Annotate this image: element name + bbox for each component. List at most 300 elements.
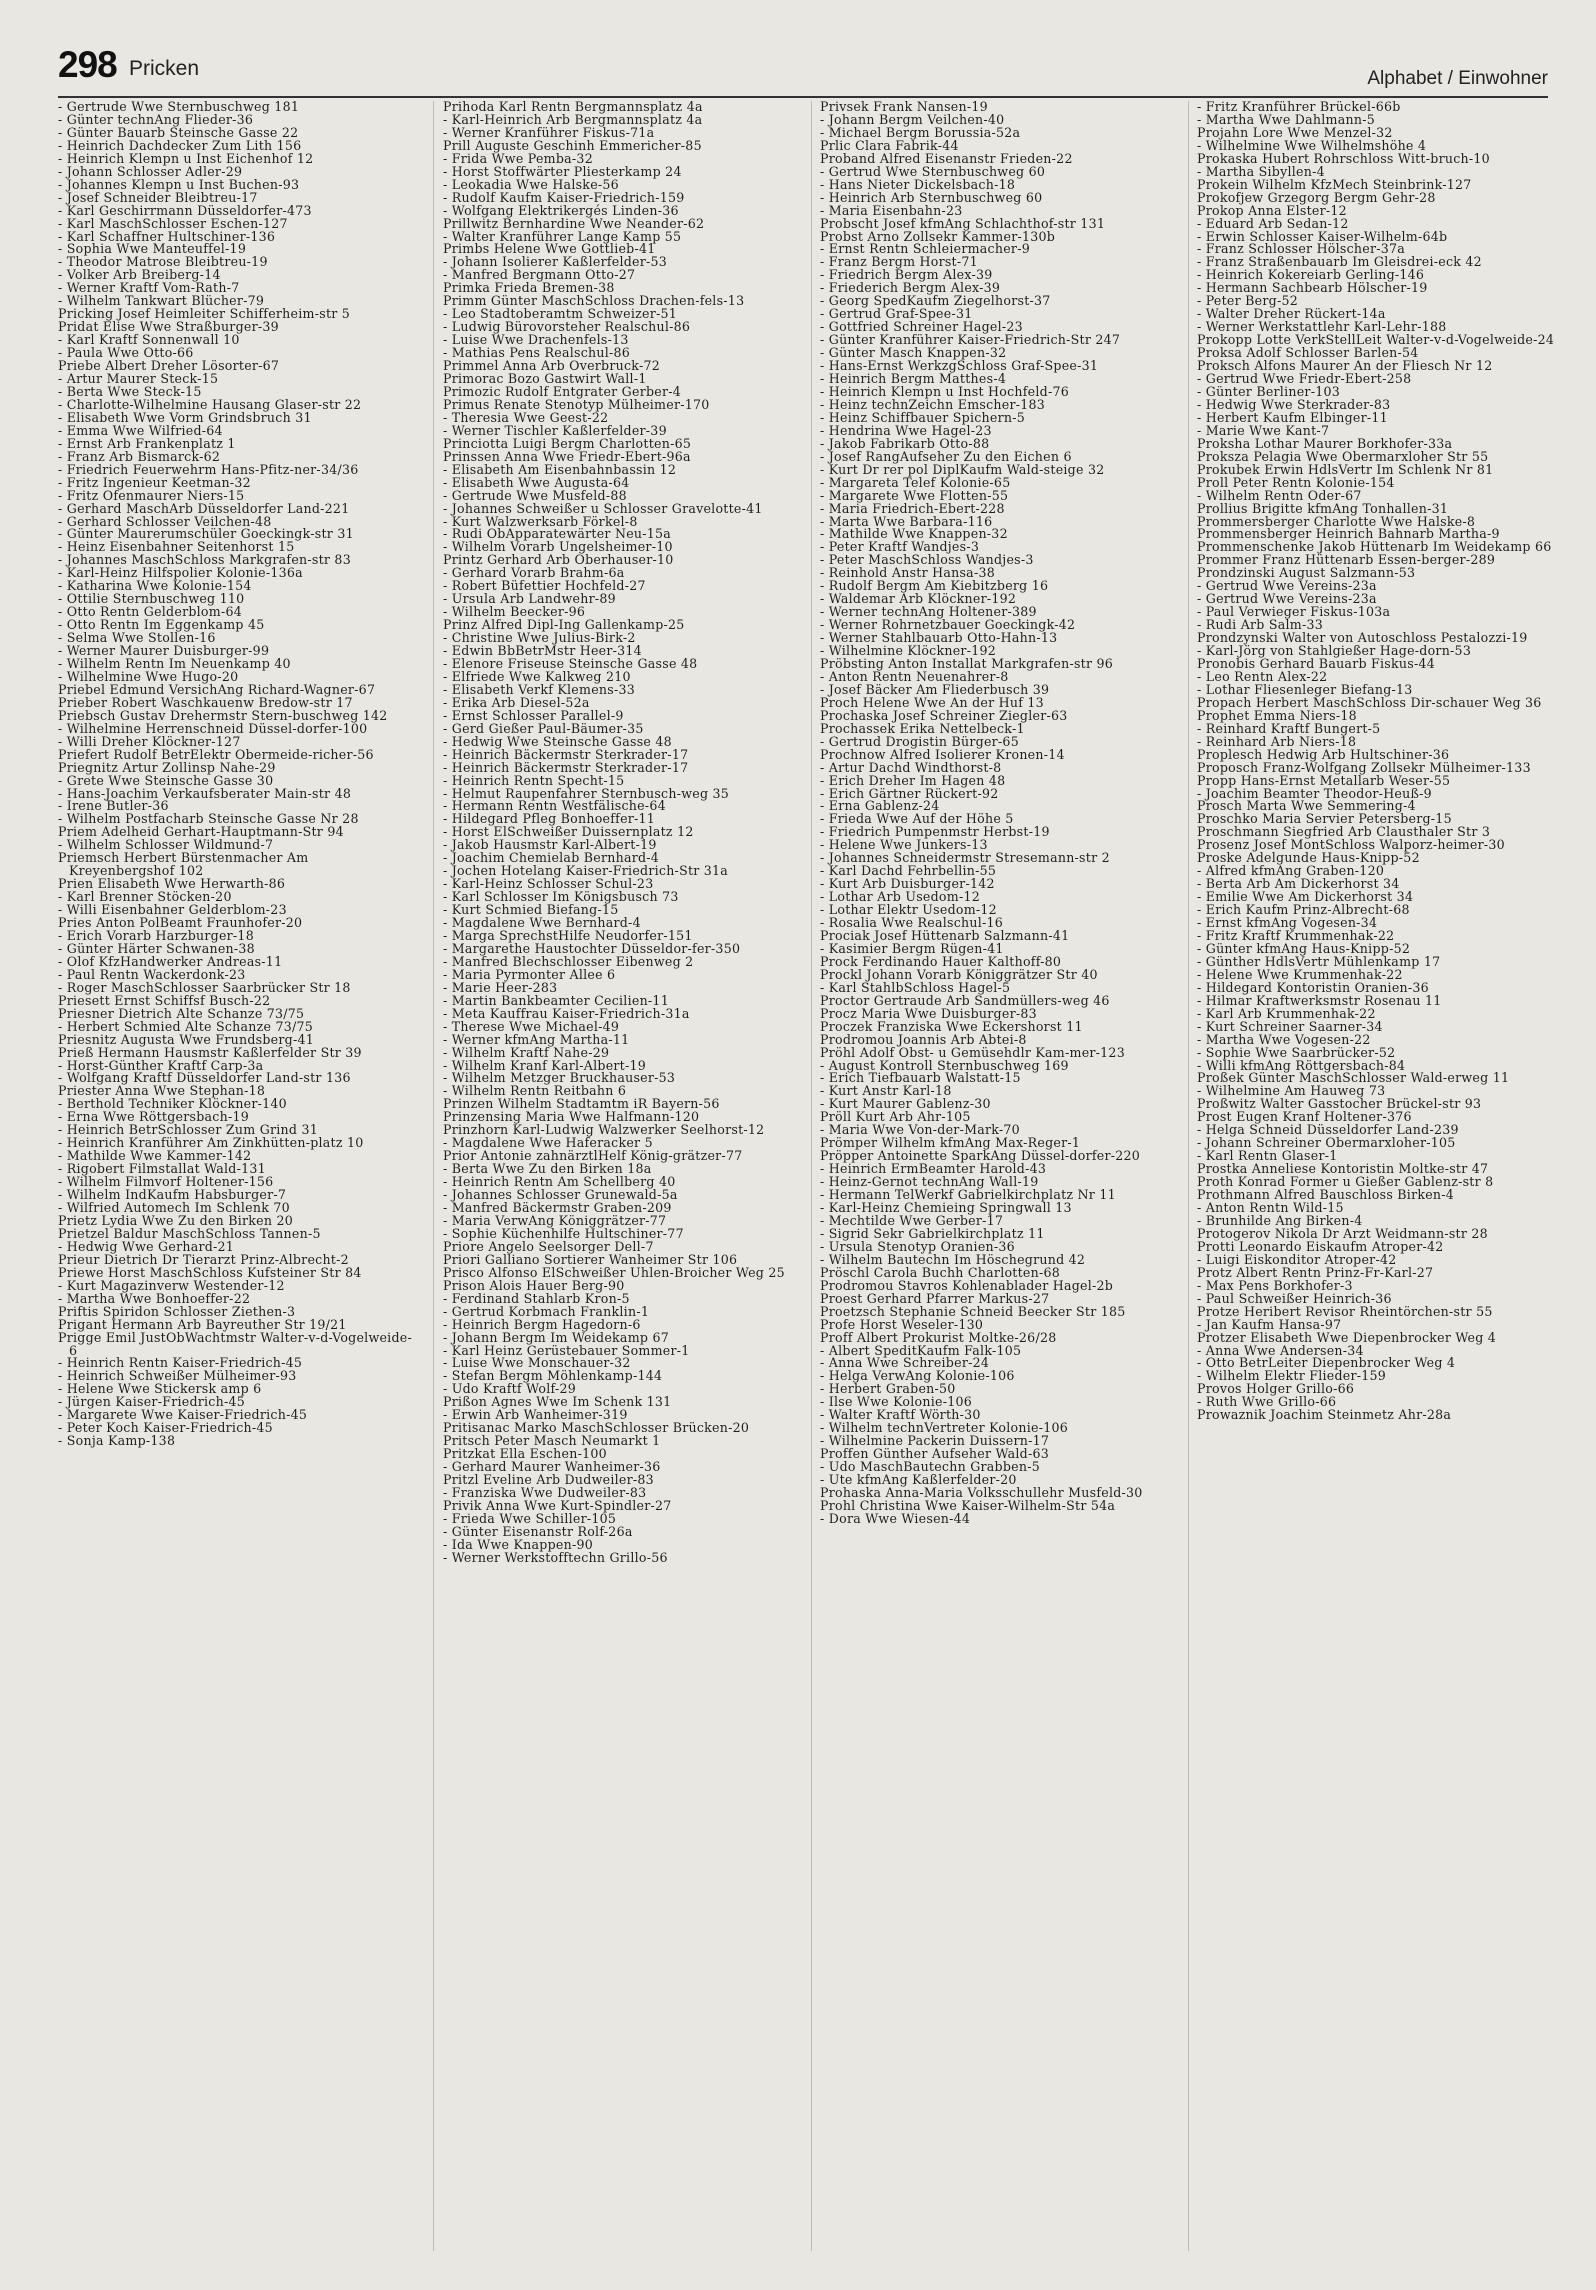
- directory-entry: - Hildegard Kontoristin Oranien-36: [1197, 979, 1429, 995]
- directory-entry: - Martha Sibyllen-4: [1197, 163, 1325, 179]
- directory-entry: - Günter Masch Knappen-32: [820, 345, 1007, 361]
- directory-entry: - Josef RangAufseher Zu den Eichen 6: [820, 448, 1072, 464]
- directory-entry: Priebel Edmund VersichAng Richard-Wagner-67: [58, 681, 376, 697]
- directory-entry: Privsek Frank Nansen-19: [820, 101, 988, 114]
- directory-entry: - Martha Wwe Bonhoeffer-22: [58, 1290, 251, 1306]
- directory-entry: Procz Maria Wwe Duisburger-83: [820, 1005, 1037, 1021]
- directory-entry: Proest Gerhard Pfarrer Markus-27: [820, 1290, 1050, 1306]
- directory-entry: - Karl Schaffner Hultschiner-136: [58, 228, 276, 244]
- directory-entry: Probscht Josef kfmAng Schlachthof-str 131: [820, 215, 1106, 231]
- directory-entry: - Elisabeth Wwe Augusta-64: [443, 474, 630, 490]
- directory-entry: - Peter Berg-52: [1197, 293, 1298, 309]
- directory-entry: Prophet Emma Niers-18: [1197, 707, 1357, 723]
- directory-entry: - Ida Wwe Knappen-90: [443, 1536, 593, 1552]
- directory-entry: - Mathias Pens Realschul-86: [443, 345, 631, 361]
- directory-entry: - Karl Geschirrmann Düsseldorfer-473: [58, 202, 312, 218]
- directory-entry: Priori Galliano Sortierer Wanheimer Str 106: [443, 1251, 738, 1267]
- directory-entry: - Wilhelm Bautechn Im Höschegrund 42: [820, 1251, 1086, 1267]
- directory-entry: Profe Horst Weseler-130: [820, 1316, 984, 1332]
- directory-entry: - Walter Kranführer Lange Kamp 55: [443, 228, 682, 244]
- directory-entry: Prockl Johann Vorarb Königgrätzer Str 40: [820, 966, 1098, 982]
- directory-entry: - Ruth Wwe Grillo-66: [1197, 1394, 1337, 1410]
- directory-entry: - Ursula Stenotyp Oranien-36: [820, 1238, 1015, 1254]
- directory-entry: - Wilhelm Metzger Bruckhauser-53: [443, 1070, 676, 1086]
- directory-entry: - Georg SpedKaufm Ziegelhorst-37: [820, 293, 1051, 309]
- directory-entry: - August Kontroll Sternbuschweg 169: [820, 1057, 1069, 1073]
- directory-entry: Prollius Brigitte kfmAng Tonhallen-31: [1197, 500, 1449, 516]
- directory-entry: - Karl Brenner Stöcken-20: [58, 889, 232, 905]
- directory-entry: Prieber Robert Waschkauenw Bredow-str 17: [58, 694, 353, 710]
- directory-entry: - Marga SprechstHilfe Neudorfer-151: [443, 928, 693, 943]
- directory-entry: - Gertrud Drogistin Bürger-65: [820, 733, 1019, 749]
- directory-entry: Primmel Anna Arb Overbruck-72: [443, 358, 660, 374]
- directory-entry: - Erna Wwe Röttgersbach-19: [58, 1109, 249, 1125]
- directory-entry: - Emilie Wwe Am Dickerhorst 34: [1197, 889, 1414, 905]
- directory-entry: - Karl StahlbSchloss Hagel-5: [820, 979, 1011, 995]
- directory-entry: - Ernst Rentn Schleiermacher-9: [820, 241, 1030, 257]
- directory-entry: - Wilhelmine Herrenschneid Düssel-dorfer-100: [58, 720, 368, 736]
- directory-entry: - Heinrich Klempn u Inst Eichenhof 12: [58, 150, 314, 166]
- directory-entry: - Heinrich Klempn u Inst Hochfeld-76: [820, 383, 1069, 399]
- directory-entry: - Paul Schweißer Heinrich-36: [1197, 1290, 1392, 1306]
- directory-entry: - Gerd Gießer Paul-Bäumer-35: [443, 720, 644, 736]
- directory-entry: - Herbert Graben-50: [820, 1381, 956, 1397]
- directory-entry: - Brunhilde Ang Birken-4: [1197, 1212, 1363, 1228]
- directory-entry: Prill Auguste Geschinh Emmericher-85: [443, 137, 702, 153]
- directory-entry: - Josef Bäcker Am Fliederbusch 39: [820, 681, 1050, 697]
- directory-entry: - Werner kfmAng Martha-11: [443, 1031, 630, 1047]
- directory-entry: Prodromou Stavros Kohlenablader Hagel-2b: [820, 1277, 1114, 1293]
- directory-entry: Protzer Elisabeth Wwe Diepenbrocker Weg 4: [1197, 1329, 1497, 1345]
- directory-entry: Priem Adelheid Gerhart-Hauptmann-Str 94: [58, 824, 344, 840]
- directory-entry: - Rudolf Bergm Am Kiebitzberg 16: [820, 578, 1049, 594]
- directory-entry: - Charlotte-Wilhelmine Hausang Glaser-str 22: [58, 396, 362, 412]
- directory-entry: - Wilhelm IndKaufm Habsburger-7: [58, 1187, 287, 1203]
- directory-entry: Priewe Horst MaschSchloss Kufsteiner Str 84: [58, 1264, 362, 1280]
- directory-entry: - Werner technAng Holtener-389: [820, 604, 1037, 620]
- directory-entry: Proschmann Siegfried Arb Clausthaler Str 3: [1197, 824, 1491, 840]
- directory-entry: Prinssen Anna Wwe Friedr-Ebert-96a: [443, 448, 691, 464]
- directory-entry: Priftis Spiridon Schlosser Ziethen-3: [58, 1303, 296, 1319]
- directory-entry: - Kurt Arb Duisburger-142: [820, 876, 995, 892]
- directory-entry: - Peter MaschSchloss Wandjes-3: [820, 552, 1034, 568]
- directory-entry: - Horst Stoffwärter Pliesterkamp 24: [443, 163, 682, 179]
- directory-entry: - Manfred Bergmann Otto-27: [443, 267, 636, 283]
- directory-entry: - Otto Rentn Im Eggenkamp 45: [58, 617, 265, 633]
- directory-entry: Proksch Alfons Maurer An der Fliesch Nr 12: [1197, 358, 1493, 374]
- directory-entry: - Wilhelmine Packerin Duissern-17: [820, 1433, 1050, 1449]
- directory-entry: Prosch Marta Wwe Semmering-4: [1197, 798, 1416, 814]
- directory-entry: - Joachim Chemielab Bernhard-4: [443, 850, 660, 866]
- directory-entry: - Karl-Heinrich Arb Bergmannsplatz 4a: [443, 111, 703, 127]
- directory-entry: - Albert SpeditKaufm Falk-105: [820, 1342, 1022, 1358]
- directory-entry: - Paul Rentn Wackerdonk-23: [58, 966, 246, 982]
- directory-entry: - Maria Friedrich-Ebert-228: [820, 500, 1005, 516]
- directory-entry: Primka Frieda Bremen-38: [443, 280, 615, 296]
- directory-entry: Prochassek Erika Nettelbeck-1: [820, 720, 1025, 736]
- directory-entry: - Wilfried Automech Im Schlenk 70: [58, 1200, 290, 1216]
- directory-entry: Priemsch Herbert Bürstenmacher Am Kreyenbergshof 102: [58, 850, 309, 879]
- directory-entry: - Manfred Blechschlosser Eibenweg 2: [443, 953, 694, 969]
- directory-column-1: [58, 101, 418, 2266]
- directory-entry: Proffen Günther Aufseher Wald-63: [820, 1446, 1049, 1462]
- directory-entry: - Margarete Wwe Flotten-55: [820, 487, 1009, 503]
- directory-entry: - Berthold Techniker Klöckner-140: [58, 1096, 287, 1112]
- directory-entry: - Heinrich Rentn Specht-15: [443, 772, 625, 788]
- directory-entry: - Erwin Arb Wanheimer-319: [443, 1407, 628, 1423]
- directory-entry: - Karl-Heinz Hilfspolier Kolonie-136a: [58, 565, 303, 581]
- directory-entry: Priester Anna Wwe Stephan-18: [58, 1083, 266, 1099]
- directory-entry: - Lothar Arb Usedom-12: [820, 889, 980, 905]
- directory-entry: - Gertrud Wwe Friedr-Ebert-258: [1197, 371, 1412, 387]
- directory-entry: Prohaska Anna-Maria Volksschullehr Musfeld-30: [820, 1484, 1143, 1500]
- directory-entry: - Heinz Eisenbahner Seitenhorst 15: [58, 539, 295, 555]
- directory-entry: Pritzkat Ella Eschen-100: [443, 1446, 607, 1462]
- directory-entry: - Kurt Maurer Gablenz-30: [820, 1096, 991, 1112]
- directory-entry: - Hedwig Wwe Gerhard-21: [58, 1238, 235, 1254]
- directory-entry: - Gottfried Schreiner Hagel-23: [820, 319, 1023, 335]
- directory-entry: Prommensberger Heinrich Bahnarb Martha-9: [1197, 526, 1500, 542]
- directory-entry: - Stefan Bergm Möhlenkamp-144: [443, 1368, 663, 1384]
- directory-entry: - Günter Berliner-103: [1197, 383, 1340, 399]
- directory-entry: Pröll Kurt Arb Ahr-105: [820, 1109, 971, 1125]
- directory-entry: - Magdalene Wwe Bernhard-4: [443, 915, 641, 931]
- directory-entry: - Kasimier Bergm Rügen-41: [820, 940, 1004, 956]
- directory-entry: - Josef Schneider Bleibtreu-17: [58, 189, 258, 205]
- directory-entry: - Olof KfzHandwerker Andreas-11: [58, 953, 283, 969]
- directory-entry: - Eduard Arb Sedan-12: [1197, 215, 1349, 231]
- directory-entry: Prock Ferdinando Hauer Kalthoff-80: [820, 953, 1062, 969]
- directory-entry: - Werner Rohrnetzbauer Goeckingk-42: [820, 617, 1076, 633]
- directory-entry: - Helga VerwAng Kolonie-106: [820, 1368, 1015, 1384]
- directory-entry: Prohl Christina Wwe Kaiser-Wilhelm-Str 54a: [820, 1497, 1116, 1513]
- directory-entry: Pries Anton PolBeamt Fraunhofer-20: [58, 915, 303, 931]
- directory-entry: - Fritz Kranführer Brückel-66b: [1197, 101, 1401, 114]
- directory-entry: - Leo Stadtoberamtm Schweizer-51: [443, 306, 677, 322]
- directory-entry: - Karl-Heinz Schlosser Schul-23: [443, 876, 654, 892]
- directory-entry: Propach Herbert MaschSchloss Dir-schauer Weg 36: [1197, 694, 1542, 710]
- page-header: [58, 40, 1548, 96]
- directory-entry: - Hilmar Kraftwerksmstr Rosenau 11: [1197, 992, 1442, 1008]
- directory-entry: - Gertrud Korbmach Franklin-1: [443, 1303, 650, 1319]
- directory-entry: - Manfred Bäckermstr Graben-209: [443, 1200, 672, 1216]
- directory-entry: - Martha Wwe Dahlmann-5: [1197, 111, 1375, 127]
- directory-entry: - Heinrich Bergm Matthes-4: [820, 371, 1007, 387]
- directory-entry: - Sonja Kamp-138: [58, 1433, 176, 1449]
- directory-entry: - Reinhard Arb Niers-18: [1197, 733, 1357, 749]
- directory-entry: - Meta Kauffrau Kaiser-Friedrich-31a: [443, 1005, 690, 1021]
- directory-entry: Prokopp Lotte VerkStellLeit Walter-v-d-Vogelweide-24: [1197, 332, 1555, 348]
- directory-entry: - Anton Rentn Neuenahrer-8: [820, 668, 1009, 684]
- directory-entry: - Max Pens Borkhofer-3: [1197, 1277, 1353, 1293]
- directory-entry: - Walter Kraftf Wörth-30: [820, 1407, 981, 1423]
- directory-entry: - Leokadia Wwe Halske-56: [443, 176, 619, 192]
- directory-entry: - Johannes Schweißer u Schlosser Gravelotte-41: [443, 500, 763, 516]
- directory-entry: Protze Heribert Revisor Rheintörchen-str 55: [1197, 1303, 1493, 1319]
- directory-entry: Prinzen Wilhelm Stadtamtm iR Bayern-56: [443, 1096, 720, 1112]
- directory-entry: - Willi Dreher Klöckner-127: [58, 733, 241, 749]
- directory-entry: - Margarete Wwe Kaiser-Friedrich-45: [58, 1407, 308, 1423]
- directory-entry: - Otto BetrLeiter Diepenbrocker Weg 4: [1197, 1355, 1456, 1371]
- directory-entry: - Kurt Walzwerksarb Förkel-8: [443, 513, 638, 529]
- directory-entry: - Sophie Wwe Saarbrücker-52: [1197, 1044, 1396, 1060]
- directory-entry: Prokubek Erwin HdlsVertr Im Schlenk Nr 81: [1197, 461, 1494, 477]
- directory-entry: - Magdalene Wwe Haferacker 5: [443, 1135, 653, 1151]
- directory-entry: - Mathilde Wwe Kammer-142: [58, 1148, 252, 1164]
- directory-entry: Proschko Maria Servier Petersberg-15: [1197, 811, 1452, 827]
- directory-entry: - Berta Arb Am Dickerhorst 34: [1197, 876, 1400, 892]
- directory-entry: - Heinrich Dachdecker Zum Lith 156: [58, 137, 302, 153]
- directory-entry: - Karl Arb Krummenhak-22: [1197, 1005, 1376, 1021]
- directory-entry: - Maria Eisenbahn-23: [820, 202, 963, 218]
- directory-entry: - Jürgen Kaiser-Friedrich-45: [58, 1394, 245, 1410]
- directory-entry: Prömper Wilhelm kfmAng Max-Reger-1: [820, 1135, 1081, 1151]
- directory-entry: Prostka Anneliese Kontoristin Moltke-str 47: [1197, 1161, 1489, 1177]
- directory-column-3: [820, 101, 1180, 2266]
- directory-entry: - Werner Maurer Duisburger-99: [58, 643, 270, 659]
- directory-entry: - Heinz-Gernot technAng Wall-19: [820, 1174, 1039, 1190]
- directory-entry: - Elfriede Wwe Kalkweg 210: [443, 668, 631, 684]
- directory-entry: - Günther HdlsVertr Mühlenkamp 17: [1197, 953, 1441, 969]
- directory-entry: - Erich Vorarb Harzburger-18: [58, 928, 254, 943]
- directory-entry: - Christine Wwe Julius-Birk-2: [443, 630, 636, 646]
- directory-entry: - Heinrich Arb Sternbuschweg 60: [820, 189, 1043, 205]
- directory-entry: Prokszа Pelagia Wwe Obermarxloher Str 55: [1197, 448, 1489, 464]
- directory-entry: - Wilhelm Postfacharb Steinsche Gasse Nr 28: [58, 811, 359, 827]
- directory-entry: - Franz Straßenbauarb Im Gleisdrei-eck 42: [1197, 254, 1482, 270]
- directory-entry: Proch Helene Wwe An der Huf 13: [820, 694, 1044, 710]
- directory-entry: Prommer Franz Hüttenarb Essen-berger-289: [1197, 552, 1496, 568]
- directory-column-4: [1197, 101, 1557, 2266]
- directory-entry: - Franz Schlosser Hölscher-37a: [1197, 241, 1406, 257]
- directory-entry: - Rudi Arb Salm-33: [1197, 617, 1324, 633]
- directory-entry: - Anton Rentn Wild-15: [1197, 1200, 1344, 1216]
- directory-entry: Proplesch Hedwig Arb Hultschiner-36: [1197, 746, 1450, 762]
- directory-entry: - Ilse Wwe Kolonie-106: [820, 1394, 973, 1410]
- directory-entry: - Edwin BbBetrMstr Heer-314: [443, 643, 642, 659]
- directory-entry: - Günter Maurerumschüler Goeckingk-str 31: [58, 526, 354, 542]
- directory-entry: - Dora Wwe Wiesen-44: [820, 1510, 971, 1526]
- page-keyword: Pricken: [129, 57, 200, 80]
- directory-entry: - Heinrich ErmBeamter Harold-43: [820, 1161, 1047, 1177]
- directory-entry: - Peter Kraftf Wandjes-3: [820, 539, 980, 555]
- directory-entry: - Elisabeth Wwe Vorm Grindsbruch 31: [58, 409, 312, 425]
- directory-entry: - Helga Schneid Düsseldorfer Land-239: [1197, 1122, 1459, 1138]
- section-title: Alphabet / Einwohner: [1367, 68, 1548, 89]
- directory-entry: - Mathilde Wwe Knappen-32: [820, 526, 1008, 542]
- directory-entry: Prietz Lydia Wwe Zu den Birken 20: [58, 1212, 293, 1228]
- directory-entry: - Hedwig Wwe Steinsche Gasse 48: [443, 733, 672, 749]
- directory-entry: - Fritz Ofenmaurer Niers-15: [58, 487, 245, 503]
- directory-entry: Pritzl Eveline Arb Dudweiler-83: [443, 1472, 654, 1488]
- directory-entry: Pricking Josef Heimleiter Schifferheim-str 5: [58, 306, 351, 322]
- directory-entry: - Horst ElSchweißer Duissernplatz 12: [443, 824, 694, 840]
- directory-entry: Prondzynski Walter von Autoschloss Pestalozzi-19: [1197, 630, 1528, 646]
- directory-entry: Projahn Lore Wwe Menzel-32: [1197, 124, 1393, 140]
- directory-entry: Prommenschenke Jakob Hüttenarb Im Weidekamp 66: [1197, 539, 1552, 555]
- directory-entry: - Sophie Küchenhilfe Hultschiner-77: [443, 1225, 684, 1241]
- directory-entry: - Artur Maurer Steck-15: [58, 371, 219, 387]
- directory-entry: - Mechtilde Wwe Gerber-17: [820, 1212, 1004, 1228]
- directory-entry: - Jochen Hotelang Kaiser-Friedrich-Str 31a: [443, 863, 729, 879]
- directory-entry: - Berta Wwe Zu den Birken 18a: [443, 1161, 652, 1177]
- directory-entry: Printz Gerhard Arb Oberhauser-10: [443, 552, 674, 568]
- directory-entry: Prokop Anna Elster-12: [1197, 202, 1347, 218]
- directory-entry: - Heinz technZeichn Emscher-183: [820, 396, 1046, 412]
- directory-entry: - Artur Dachd Windthorst-8: [820, 759, 1002, 775]
- directory-entry: - Günter technAng Flieder-36: [58, 111, 254, 127]
- directory-entry: - Johannes Schlosser Grunewald-5a: [443, 1187, 678, 1203]
- directory-entry: - Fritz Kraftf Krummenhak-22: [1197, 928, 1395, 943]
- directory-entry: - Frida Wwe Pemba-32: [443, 150, 593, 166]
- directory-entry: Proff Albert Prokurist Moltke-26/28: [820, 1329, 1057, 1345]
- directory-entry: Primm Günter MaschSchloss Drachen-fels-13: [443, 293, 745, 309]
- directory-entry: - Karl-Jörg von Stahlgießer Hage-dorn-53: [1197, 643, 1472, 659]
- directory-entry: - Johann Isolierer Kaßlerfelder-53: [443, 254, 668, 270]
- directory-entry: - Theodor Matrose Bleibtreu-19: [58, 254, 268, 270]
- directory-entry: Proposch Franz-Wolfgang Zollsekr Mülheimer-133: [1197, 759, 1531, 775]
- directory-entry: Privik Anna Wwe Kurt-Spindler-27: [443, 1497, 672, 1513]
- directory-entry: - Wilhelm Vorarb Ungelsheimer-10: [443, 539, 673, 555]
- directory-entry: - Johannes Klempn u Inst Buchen-93: [58, 176, 300, 192]
- directory-entry: - Gerhard Schlosser Veilchen-48: [58, 513, 272, 529]
- directory-entry: Proll Peter Rentn Kolonie-154: [1197, 474, 1395, 490]
- directory-entry: - Friederich Bergm Alex-39: [820, 280, 1001, 296]
- directory-entry: Prommersberger Charlotte Wwe Halske-8: [1197, 513, 1476, 529]
- directory-entry: - Herbert Schmied Alte Schanze 73/75: [58, 1018, 314, 1034]
- directory-entry: - Hans-Ernst WerkzgSchloss Graf-Spee-31: [820, 358, 1099, 374]
- directory-entry: Protogerov Nikola Dr Arzt Weidmann-str 28: [1197, 1225, 1488, 1241]
- directory-entry: - Franz Bergm Horst-71: [820, 254, 978, 270]
- directory-entry: - Wilhelm Rentn Oder-67: [1197, 487, 1362, 503]
- directory-entry: Prien Elisabeth Wwe Herwarth-86: [58, 876, 286, 892]
- directory-entry: - Frieda Wwe Auf der Höhe 5: [820, 811, 1014, 827]
- directory-entry: - Elenore Friseuse Steinsche Gasse 48: [443, 655, 698, 671]
- directory-entry: - Werner Werkstofftechn Grillo-56: [443, 1549, 668, 1565]
- directory-entry: - Günter Härter Schwanen-38: [58, 940, 255, 956]
- directory-entry: - Gertrud Wwe Vereins-23a: [1197, 578, 1377, 594]
- directory-entry: Proth Konrad Former u Gießer Gablenz-str 8: [1197, 1174, 1494, 1190]
- directory-entry: Prietzel Baldur MaschSchloss Tannen-5: [58, 1225, 321, 1241]
- directory-entry: - Emma Wwe Wilfried-64: [58, 422, 223, 438]
- directory-entry: Pritsch Peter Masch Neumarkt 1: [443, 1433, 661, 1449]
- directory-entry: Proksa Adolf Schlosser Barlen-54: [1197, 345, 1419, 361]
- directory-entry: - Karl Rentn Glaser-1: [1197, 1148, 1338, 1164]
- directory-entry: - Ernst Schlosser Parallel-9: [443, 707, 624, 723]
- directory-entry: Pröbsting Anton Installat Markgrafen-str 96: [820, 655, 1114, 671]
- directory-entry: Proksha Lothar Maurer Borkhofer-33a: [1197, 435, 1453, 451]
- directory-entry: - Reinhold Anstr Hansa-38: [820, 565, 995, 581]
- directory-entry: Prior Antonie zahnärztlHelf König-grätzer-77: [443, 1148, 743, 1164]
- directory-entry: - Wolfgang Elektrikergés Linden-36: [443, 202, 679, 218]
- directory-entry: - Otto Rentn Gelderblom-64: [58, 604, 242, 620]
- directory-entry: Prochnow Alfred Isolierer Kronen-14: [820, 746, 1065, 762]
- directory-entry: - Theresia Wwe Geest-22: [443, 409, 609, 425]
- directory-entry: - Karl Heinz Gerüstebauer Sommer-1: [443, 1342, 690, 1358]
- directory-entry: Proctor Gertraude Arb Sandmüllers-weg 46: [820, 992, 1110, 1008]
- directory-entry: - Anna Wwe Andersen-34: [1197, 1342, 1364, 1358]
- directory-entry: - Jakob Hausmstr Karl-Albert-19: [443, 837, 657, 853]
- directory-entry: - Luigi Eiskonditor Atroper-42: [1197, 1251, 1397, 1267]
- directory-entry: Priefert Rudolf BetrElektr Obermeide-richer-56: [58, 746, 374, 762]
- directory-entry: - Marta Wwe Barbara-116: [820, 513, 993, 529]
- directory-entry: - Karl Schlosser Im Königsbusch 73: [443, 889, 679, 905]
- directory-entry: Prlic Clara Fabrik-44: [820, 137, 959, 153]
- directory-entry: Probst Arno Zollsekr Kammer-130b: [820, 228, 1056, 244]
- directory-entry: - Fritz Ingenieur Keetman-32: [58, 474, 251, 490]
- directory-entry: - Martin Bankbeamter Cecilien-11: [443, 992, 669, 1008]
- directory-entry: Prigant Hermann Arb Bayreuther Str 19/21: [58, 1316, 347, 1332]
- directory-entry: - Wilhelm Tankwart Blücher-79: [58, 293, 265, 309]
- directory-entry: - Johannes Schneidermstr Stresemann-str 2: [820, 850, 1110, 866]
- directory-entry: - Heinz Schiffbauer Spichern-5: [820, 409, 1026, 425]
- directory-entry: - Frieda Wwe Schiller-105: [443, 1510, 617, 1526]
- directory-entry: - Lothar Fliesenleger Biefang-13: [1197, 681, 1413, 697]
- directory-entry: - Irene Butler-36: [58, 798, 169, 814]
- directory-entry: - Hedwig Wwe Sterkrader-83: [1197, 396, 1391, 412]
- directory-entry: Prißon Agnes Wwe Im Schenk 131: [443, 1394, 672, 1410]
- directory-entry: - Anna Wwe Schreiber-24: [820, 1355, 990, 1371]
- directory-entry: - Marie Wwe Kant-7: [1197, 422, 1330, 438]
- directory-entry: - Werner Werkstattlehr Karl-Lehr-188: [1197, 319, 1447, 335]
- directory-entry: Priesett Ernst Schiffsf Busch-22: [58, 992, 271, 1008]
- directory-entry: - Franziska Wwe Dudweiler-83: [443, 1484, 647, 1500]
- directory-entry: - Hildegard Pfleg Bonhoeffer-11: [443, 811, 656, 827]
- directory-entry: Prisco Alfonso ElSchweißer Uhlen-Broicher Weg 25: [443, 1264, 785, 1280]
- directory-entry: - Rudolf Kaufm Kaiser-Friedrich-159: [443, 189, 685, 205]
- directory-entry: - Lothar Elektr Usedom-12: [820, 902, 997, 918]
- directory-entry: - Rosalia Wwe Realschul-16: [820, 915, 1004, 931]
- directory-entry: - Heinrich Rentn Am Schellberg 40: [443, 1174, 676, 1190]
- directory-entry: - Johann Bergm Veilchen-40: [820, 111, 1005, 127]
- directory-entry: - Joachim Beamter Theodor-Heuß-9: [1197, 785, 1432, 801]
- directory-entry: Pröschl Carola Buchh Charlotten-68: [820, 1264, 1061, 1280]
- directory-entry: Primus Renate Stenotyp Mülheimer-170: [443, 396, 710, 412]
- directory-entry: - Udo Kraftf Wolf-29: [443, 1381, 577, 1397]
- directory-entry: - Ursula Arb Landwehr-89: [443, 591, 616, 607]
- directory-entry: - Helene Wwe Junkers-13: [820, 837, 988, 853]
- directory-entry: - Jan Kaufm Hansa-97: [1197, 1316, 1342, 1332]
- directory-entry: - Ludwig Bürovorsteher Realschul-86: [443, 319, 691, 335]
- directory-entry: - Günter Kranführer Kaiser-Friedrich-Str 247: [820, 332, 1121, 348]
- directory-entry: - Maria Pyrmonter Allee 6: [443, 966, 616, 982]
- directory-entry: - Friedrich Bergm Alex-39: [820, 267, 993, 283]
- directory-entry: - Michael Bergm Borussia-52a: [820, 124, 1021, 140]
- directory-entry: - Karl-Heinz Chemieing Springwall 13: [820, 1200, 1072, 1216]
- directory-entry: - Johann Bergm Im Weidekamp 67: [443, 1329, 669, 1345]
- directory-entry: - Gerhard Vorarb Brahm-6a: [443, 565, 625, 581]
- directory-entry: - Margarethe Haustochter Düsseldor-fer-350: [443, 940, 741, 956]
- directory-entry: - Heinrich Kranführer Am Zinkhütten-platz 10: [58, 1135, 364, 1151]
- directory-entry: Prosenz Josef MontSchloss Walporz-heimer-30: [1197, 837, 1505, 853]
- directory-entry: Primbs Helene Wwe Gottlieb-41: [443, 241, 656, 257]
- directory-entry: Prieß Hermann Hausmstr Kaßlerfelder Str 39: [58, 1044, 362, 1060]
- directory-entry: Prowaznik Joachim Steinmetz Ahr-28a: [1197, 1407, 1452, 1423]
- directory-entry: - Wolfgang Kraftf Düsseldorfer Land-str 136: [58, 1070, 351, 1086]
- directory-entry: Pröpper Antoinette SparkAng Düssel-dorfer-220: [820, 1148, 1141, 1164]
- directory-entry: - Hendrina Wwe Hagel-23: [820, 422, 992, 438]
- directory-entry: Priore Angelo Seelsorger Dell-7: [443, 1238, 654, 1254]
- directory-entry: - Hermann TelWerkf Gabrielkirchplatz Nr 11: [820, 1187, 1116, 1203]
- directory-entry: - Günter Bauarb Steinsche Gasse 22: [58, 124, 299, 140]
- directory-entry: - Gerhard Maurer Wanheimer-36: [443, 1459, 661, 1475]
- directory-entry: Proetzsch Stephanie Schneid Beecker Str 185: [820, 1303, 1126, 1319]
- directory-entry: Prokofjew Grzegorg Bergm Gehr-28: [1197, 189, 1436, 205]
- directory-entry: - Johann Schreiner Obermarxloher-105: [1197, 1135, 1456, 1151]
- directory-entry: Prieur Dietrich Dr Tierarzt Prinz-Albrecht-2: [58, 1251, 349, 1267]
- directory-entry: - Karl Dachd Fehrbellin-55: [820, 863, 997, 879]
- directory-entry: - Johann Schlosser Adler-29: [58, 163, 243, 179]
